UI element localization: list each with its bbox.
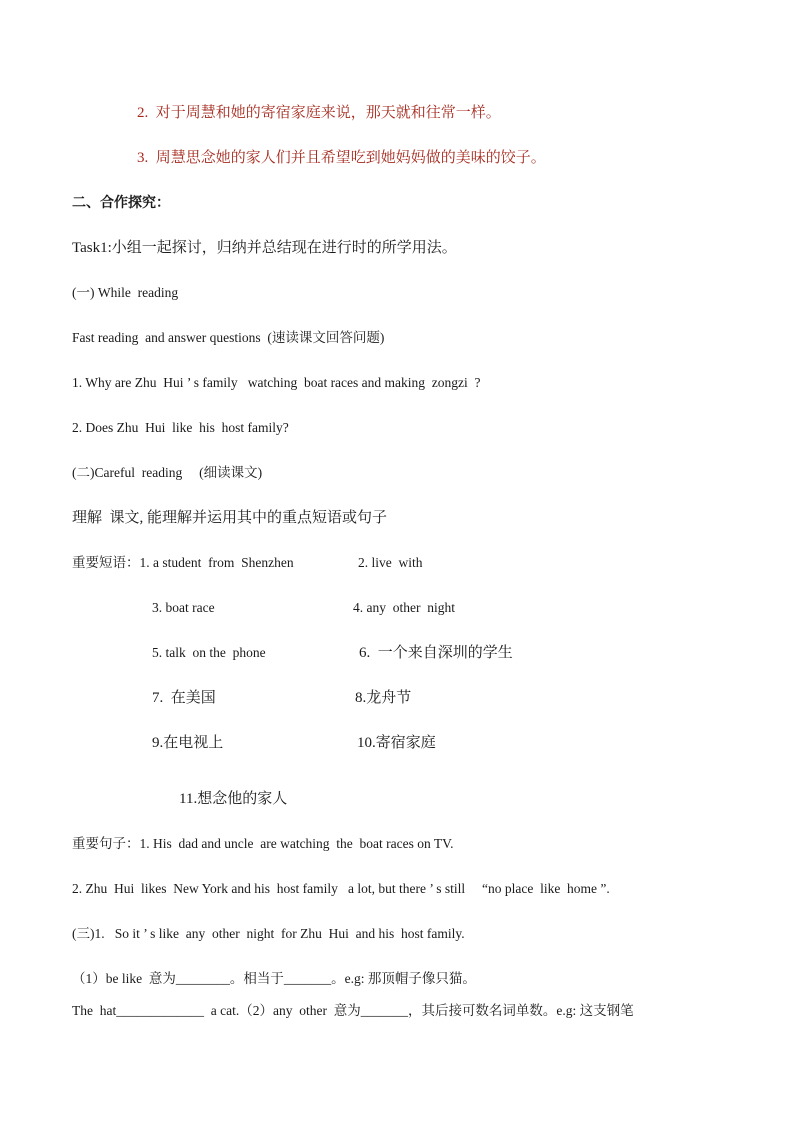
phrase-1: 重要短语：1. a student from Shenzhen xyxy=(72,555,294,570)
be-like-exercise: （1）be like 意为________。相当于_______。e.g: 那顶帽子像只猫。 xyxy=(72,971,476,986)
phrase-6: 6. 一个来自深圳的学生 xyxy=(359,645,513,661)
phrase-4: 4. any other night xyxy=(353,600,455,615)
careful-reading-heading: (二)Careful reading (细读课文) xyxy=(72,465,263,480)
phrase-11: 11.想念他的家人 xyxy=(179,791,288,807)
understanding-instruction: 理解 课文, 能理解并运用其中的重点短语或句子 xyxy=(72,510,388,526)
key-sentence-1: 重要句子：1. His dad and uncle are watching the boat races on TV. xyxy=(72,836,454,851)
section-three-sentence: (三)1. So it ’ s like any other night for Zhu Hui and his host family. xyxy=(72,926,465,941)
phrase-2: 2. live with xyxy=(358,555,423,570)
phrase-7: 7. 在美国 xyxy=(152,690,216,706)
phrase-3: 3. boat race xyxy=(152,600,215,615)
while-reading-heading: (一) While reading xyxy=(72,285,179,300)
answer-line-2: 2. 对于周慧和她的寄宿家庭来说，那天就和往常一样。 xyxy=(137,105,501,121)
phrase-5: 5. talk on the phone xyxy=(152,645,266,660)
question-2: 2. Does Zhu Hui like his host family? xyxy=(72,420,289,435)
phrase-8: 8.龙舟节 xyxy=(355,690,412,706)
fast-reading-instruction: Fast reading and answer questions (速读课文回答问题) xyxy=(72,330,385,345)
hat-exercise-line: The hat_____________ a cat.（2）any other 意为_______，其后接可数名词单数。e.g: 这支钢笔 xyxy=(72,1003,634,1018)
phrase-9: 9.在电视上 xyxy=(152,735,224,751)
phrase-10: 10.寄宿家庭 xyxy=(357,735,436,751)
answer-line-3: 3. 周慧思念她的家人们并且希望吃到她妈妈做的美味的饺子。 xyxy=(137,150,546,166)
section-heading-cooperative-exploration: 二、合作探究： xyxy=(72,195,170,211)
question-1: 1. Why are Zhu Hui ’ s family watching boat races and making zongzi ? xyxy=(72,375,481,390)
key-sentence-2: 2. Zhu Hui likes New York and his host family a lot, but there ’ s still “no place like home ”. xyxy=(72,881,610,896)
task-1-instruction: Task1:小组一起探讨，归纳并总结现在进行时的所学用法。 xyxy=(72,240,457,256)
